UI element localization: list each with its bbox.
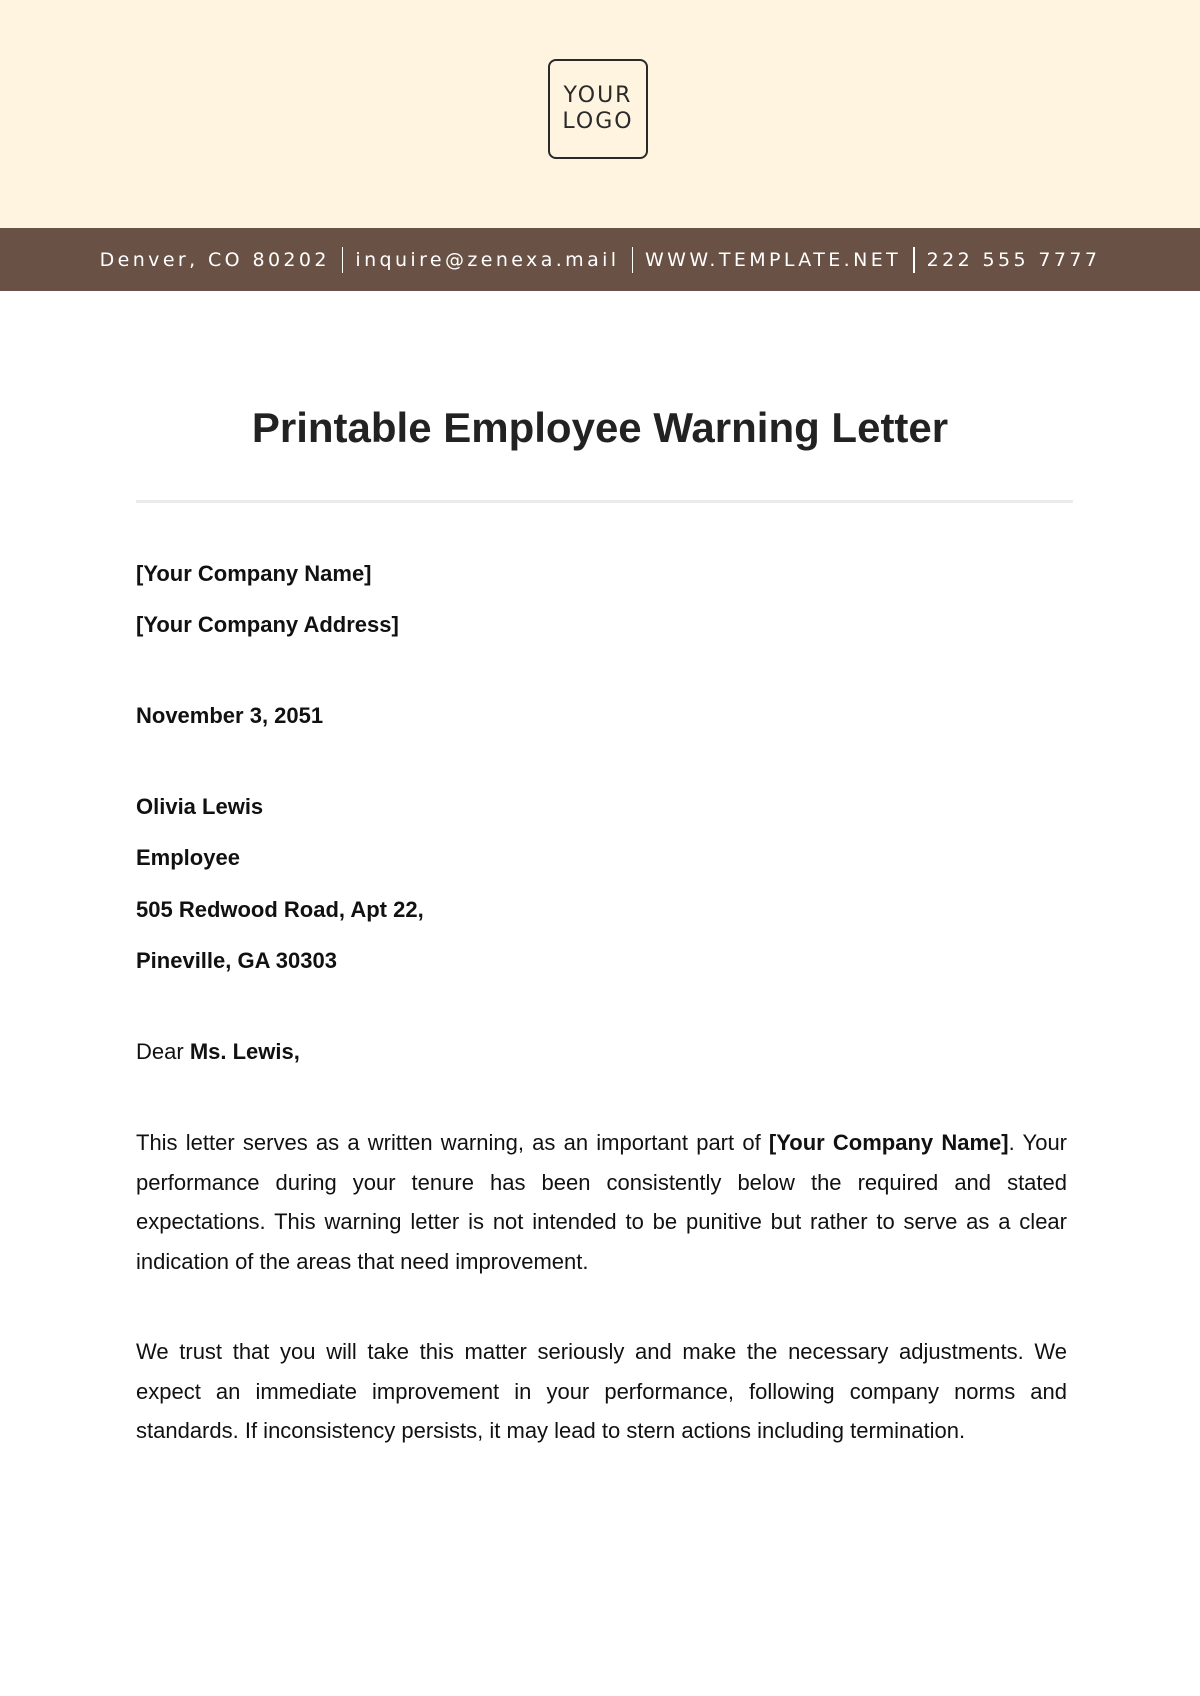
document-title: Printable Employee Warning Letter [251, 404, 949, 451]
contact-separator [342, 247, 344, 273]
paragraph-1-company-name: [Your Company Name] [768, 1130, 1009, 1155]
paragraph-1-text-after: . Your performance during your tenure has been consistently below the required and stated expectations. This warning letter is not intended to be punitive but rather to serve as a clear indication of the areas that need improvement. [136, 1130, 1068, 1274]
sender-company-address: [Your Company Address] [136, 612, 399, 637]
logo-text-line2: LOGO [562, 109, 634, 134]
sender-company-name: [Your Company Name] [136, 561, 372, 586]
body-paragraph-1 [136, 1123, 1067, 1281]
body-paragraph-2: We trust that you will take this matter seriously and make the necessary adjustments. We expect an immediate improvement in your performance, following company norms and standards. If inconsistency persists, it may lead to stern actions including termination. [136, 1339, 1067, 1443]
contact-website: WWW.TEMPLATE.NET [645, 248, 902, 271]
contact-phone: 222 555 7777 [926, 248, 1101, 271]
logo-placeholder [548, 59, 648, 159]
contact-separator [632, 247, 634, 273]
contact-location: Denver, CO 80202 [99, 248, 330, 271]
recipient-address-line1: 505 Redwood Road, Apt 22, [136, 897, 424, 922]
paragraph-1-text-before: This letter serves as a written warning, as an important part of [136, 1130, 769, 1155]
greeting-name: Ms. Lewis, [189, 1039, 300, 1064]
recipient-address-line2: Pineville, GA 30303 [136, 948, 337, 973]
recipient-name: Olivia Lewis [136, 794, 264, 819]
contact-email: inquire@zenexa.mail [355, 248, 620, 271]
logo-text-line1: YOUR [563, 83, 633, 108]
letterhead-banner [0, 0, 1200, 228]
recipient-position: Employee [136, 845, 240, 870]
contact-bar [0, 228, 1200, 291]
greeting-salutation: Dear [136, 1039, 184, 1064]
contact-separator [913, 247, 915, 273]
title-divider [136, 500, 1073, 503]
greeting [136, 1038, 300, 1066]
letter-date: November 3, 2051 [136, 703, 324, 728]
